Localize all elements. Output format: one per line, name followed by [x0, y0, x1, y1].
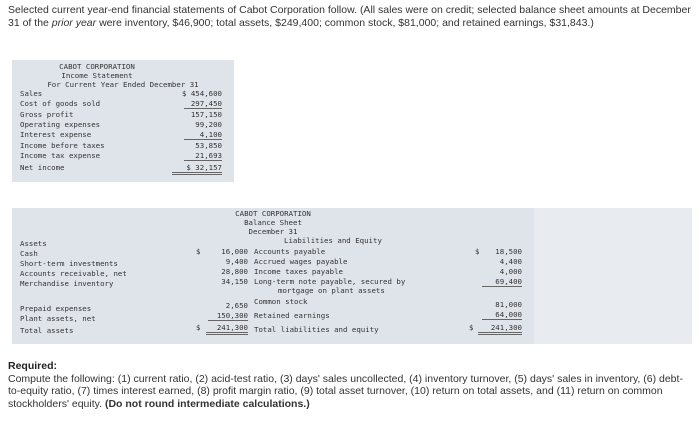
bs-liab-value: 4,400	[499, 257, 522, 266]
bs-liab-value: 81,000	[495, 300, 522, 309]
bs-company: CABOT CORPORATION	[235, 209, 311, 218]
bs-liab-value: 241,300	[478, 323, 522, 335]
bs-asset-value: 28,800	[221, 267, 248, 276]
is-label: Income before taxes	[20, 141, 105, 150]
bs-asset-label: Total assets	[20, 326, 74, 335]
bs-asset-value: 241,300	[206, 323, 248, 335]
bs-asset-label: Prepaid expenses	[20, 304, 92, 313]
required-text: Compute the following: (1) current ratio, (2) acid-test ratio, (3) days' sales uncollected, (4) inventory turnover, (5) days' sales in inventory, (6) debt-to-equity ratio, (7) times interest earned, (8) profit margin ratio, (9) total asset turnover, (10) return on total assets, and (11) return on common stockholders' equity.	[8, 372, 683, 410]
bs-asset-label: Accounts receivable, net	[20, 269, 127, 278]
is-value: 157,150	[190, 110, 222, 119]
is-label: Operating expenses	[20, 120, 101, 129]
bs-asset-value: 9,400	[225, 257, 248, 266]
bs-liab-value: 4,000	[499, 267, 522, 276]
bs-liab-dollar: $	[475, 247, 480, 256]
required-body	[8, 373, 692, 411]
intro-prior-year: prior year	[51, 17, 97, 29]
bs-liab-label-cont: mortgage on plant assets	[278, 286, 385, 295]
bs-liab-label: Accounts payable	[254, 247, 326, 256]
required-note: (Do not round intermediate calculations.)	[104, 397, 310, 410]
bs-asset-value: 2,650	[225, 301, 248, 310]
is-value: 21,693	[184, 151, 222, 161]
bs-liab-value: 18,500	[495, 247, 522, 256]
income-statement	[12, 60, 234, 182]
is-title: Income Statement	[61, 71, 133, 80]
is-label: Income tax expense	[20, 151, 101, 160]
required-section	[8, 360, 692, 410]
bs-title: Balance Sheet	[244, 218, 302, 227]
bs-asset-label: Plant assets, net	[20, 314, 96, 323]
bs-asset-value: 150,300	[208, 311, 248, 321]
is-value: 53,850	[195, 141, 222, 150]
is-label: Sales	[20, 89, 43, 98]
is-label: Gross profit	[20, 110, 74, 119]
bs-liab-header: Liabilities and Equity	[284, 236, 382, 245]
is-value: $ 454,600	[181, 89, 222, 98]
is-label: Net income	[20, 163, 65, 172]
bs-asset-dollar: $	[196, 247, 201, 256]
balance-sheet-right-shade	[534, 208, 692, 344]
is-period: For Current Year Ended December 31	[47, 80, 199, 89]
bs-assets-header: Assets	[20, 239, 47, 248]
bs-liab-label: Retained earnings	[254, 311, 330, 320]
is-company: CABOT CORPORATION	[59, 62, 135, 71]
bs-asset-value: 16,000	[221, 247, 248, 256]
is-value: 4,100	[184, 130, 222, 140]
bs-asset-value: 34,150	[221, 277, 248, 286]
bs-liab-label: Long-term note payable, secured by	[254, 277, 406, 286]
bs-liab-dollar: $	[469, 323, 474, 332]
bs-liab-label: Common stock	[254, 297, 308, 306]
bs-liab-label: Accrued wages payable	[254, 257, 348, 266]
bs-liab-label: Total liabilities and equity	[254, 325, 379, 334]
bs-date: December 31	[248, 227, 298, 236]
bs-liab-label: Income taxes payable	[254, 267, 343, 276]
bs-asset-label: Short-term investments	[20, 259, 118, 268]
bs-asset-label: Merchandise inventory	[20, 279, 114, 288]
bs-asset-label: Cash	[20, 249, 38, 258]
bs-asset-dollar: $	[196, 323, 201, 332]
balance-sheet	[12, 208, 534, 344]
is-label: Interest expense	[20, 130, 92, 139]
bs-liab-value: 69,400	[482, 277, 522, 287]
problem-intro	[8, 4, 692, 30]
intro-text-2: were inventory, $46,900; total assets, $249,400; common stock, $81,000; and retained earnings, $31,843.)	[96, 17, 594, 29]
is-label: Cost of goods sold	[20, 99, 101, 108]
required-heading: Required:	[8, 360, 58, 372]
bs-liab-value: 64,000	[482, 310, 522, 320]
is-value: 297,450	[184, 99, 222, 109]
is-value: 99,200	[195, 120, 222, 129]
intro-text-1: Selected current year-end financial statements of Cabot Corporation follow. (All sales were on credit; selected balance sheet amounts at December 31 of the	[8, 4, 691, 29]
is-value: $ 32,157	[172, 163, 222, 175]
